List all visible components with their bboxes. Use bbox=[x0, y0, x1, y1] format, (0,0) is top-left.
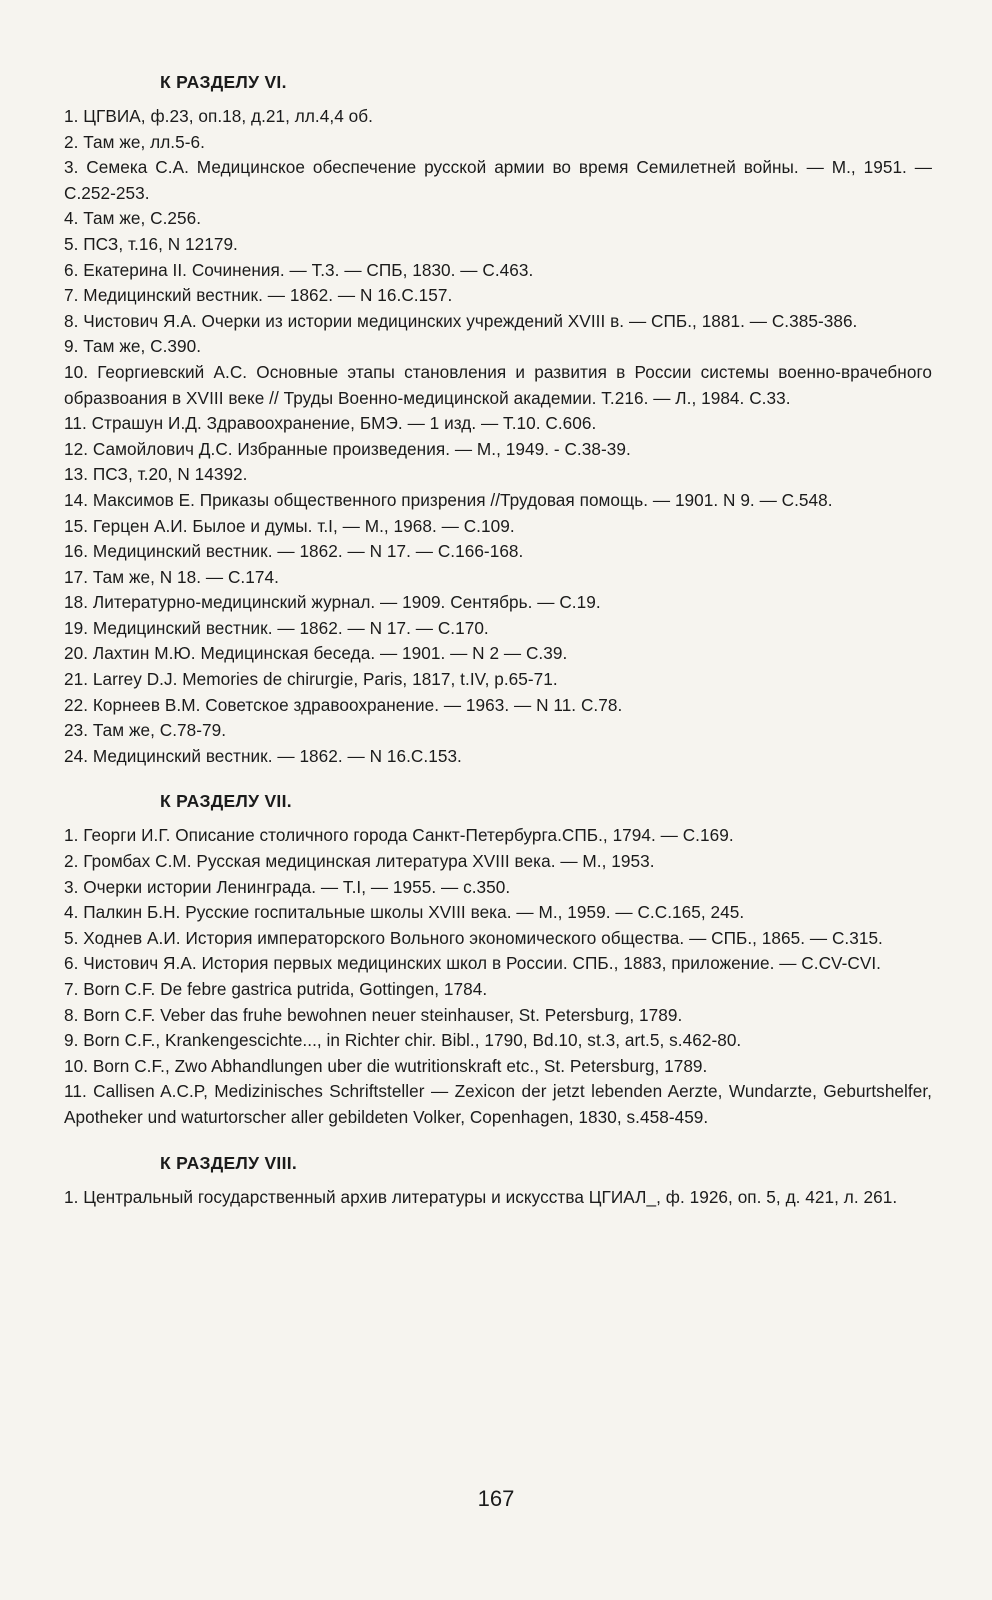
reference-entry: 19. Медицинский вестник. — 1862. — N 17. — С.170. bbox=[64, 617, 489, 638]
reference-entry: 7. Медицинский вестник. — 1862. — N 16.С.157. bbox=[64, 285, 453, 306]
reference-entry: 9. Там же, С.390. bbox=[64, 336, 202, 357]
section-vi bbox=[64, 70, 932, 769]
reference-entry: 13. ПСЗ, т.20, N 14392. bbox=[64, 464, 248, 485]
reference-entry: 5. Ходнев А.И. История императорского Вольного экономического общества. — СПБ., 1865. — С.315. bbox=[64, 927, 883, 948]
reference-entry: 5. ПСЗ, т.16, N 12179. bbox=[64, 233, 238, 254]
section-title: К РАЗДЕЛУ VI. bbox=[160, 72, 287, 92]
reference-entry: 6. Чистович Я.А. История первых медицинских школ в России. СПБ., 1883, приложение. — С.CV-CVI. bbox=[64, 953, 882, 974]
reference-entry: 16. Медицинский вестник. — 1862. — N 17. — С.166-168. bbox=[64, 541, 524, 562]
reference-entry: 18. Литературно-медицинский журнал. — 1909. Сентябрь. — С.19. bbox=[64, 592, 601, 613]
reference-entry: 2. Громбах С.М. Русская медицинская литература XVIII века. — М., 1953. bbox=[64, 851, 655, 872]
reference-entry: 4. Палкин Б.Н. Русские госпитальные школы XVIII века. — М., 1959. — С.С.165, 245. bbox=[64, 902, 745, 923]
page-number: 167 bbox=[477, 1486, 515, 1511]
reference-entry: 4. Там же, С.256. bbox=[64, 208, 202, 229]
reference-entry: 20. Лахтин М.Ю. Медицинская беседа. — 1901. — N 2 — С.39. bbox=[64, 643, 568, 664]
section-viii bbox=[64, 1151, 932, 1211]
reference-entry: 1. Центральный государственный архив литературы и искусства ЦГИАЛ_, ф. 1926, оп. 5, д. 421, л. 261. bbox=[64, 1186, 898, 1207]
reference-entry: 7. Born C.F. De febre gastrica putrida, Gottingen, 1784. bbox=[64, 979, 488, 999]
reference-entry: 6. Екатерина II. Сочинения. — Т.3. — СПБ, 1830. — С.463. bbox=[64, 259, 534, 280]
reference-entry: 11. Callisen A.C.P, Medizinisches Schriftsteller — Zexicon der jetzt lebenden Aerzte, Wundarzte, Geburtshelfer, Apotheker und waturtorscher aller gebildeten Volker, Copenhagen, 1830, s.458-459. bbox=[64, 1081, 932, 1127]
reference-list bbox=[64, 823, 932, 1130]
section-title: К РАЗДЕЛУ VII. bbox=[160, 791, 292, 812]
reference-entry: 8. Чистович Я.А. Очерки из истории медицинских учреждений XVIII в. — СПБ., 1881. — С.385-386. bbox=[64, 310, 858, 331]
reference-entry: 2. Там же, лл.5-6. bbox=[64, 131, 205, 152]
reference-entry: 1. Георги И.Г. Описание столичного города Санкт-Петербурга.СПБ., 1794. — С.169. bbox=[64, 825, 734, 846]
reference-entry: 24. Медицинский вестник. — 1862. — N 16.С.153. bbox=[64, 745, 462, 766]
reference-entry: 23. Там же, С.78-79. bbox=[64, 720, 227, 741]
section-vii bbox=[64, 789, 932, 1130]
section-title: К РАЗДЕЛУ VIII. bbox=[160, 1152, 298, 1173]
reference-entry: 1. ЦГВИА, ф.23, оп.18, д.21, лл.4,4 об. bbox=[64, 106, 373, 126]
reference-list bbox=[64, 1185, 932, 1211]
reference-entry: 12. Самойлович Д.С. Избранные произведения. — М., 1949. - С.38-39. bbox=[64, 438, 631, 459]
reference-entry: 22. Корнеев В.М. Советское здравоохранение. — 1963. — N 11. С.78. bbox=[64, 694, 623, 715]
reference-entry: 8. Born C.F. Veber das fruhe bewohnen neuer steinhauser, St. Petersburg, 1789. bbox=[64, 1004, 683, 1025]
reference-entry: 15. Герцен А.И. Былое и думы. т.I, — М., 1968. — С.109. bbox=[64, 515, 515, 536]
reference-entry: 9. Born C.F., Krankengescichte..., in Richter chir. Bibl., 1790, Bd.10, st.3, art.5, s.462-80. bbox=[64, 1030, 742, 1051]
reference-entry: 21. Larrey D.J. Memories de chirurgie, Paris, 1817, t.IV, p.65-71. bbox=[64, 669, 558, 690]
reference-entry: 17. Там же, N 18. — С.174. bbox=[64, 566, 279, 587]
reference-list bbox=[64, 104, 932, 769]
reference-entry: 3. Очерки истории Ленинграда. — Т.I, — 1955. — с.350. bbox=[64, 876, 511, 897]
reference-entry: 3. Семека С.А. Медицинское обеспечение русской армии во время Семилетней войны. — М., 1951. — С.252-253. bbox=[64, 157, 932, 203]
reference-entry: 10. Георгиевский А.С. Основные этапы становления и развития в России системы военно-врачебного образвоания в XVIII веке // Труды Военно-медицинской академии. Т.216. — Л., 1984. С.33. bbox=[64, 361, 932, 408]
reference-entry: 11. Страшун И.Д. Здравоохранение, БМЭ. — 1 изд. — Т.10. С.606. bbox=[64, 413, 597, 434]
reference-entry: 14. Максимов Е. Приказы общественного призрения //Трудовая помощь. — 1901. N 9. — С.548. bbox=[64, 489, 833, 510]
reference-entry: 10. Born C.F., Zwo Abhandlungen uber die wutritionskraft etc., St. Petersburg, 1789. bbox=[64, 1055, 708, 1076]
